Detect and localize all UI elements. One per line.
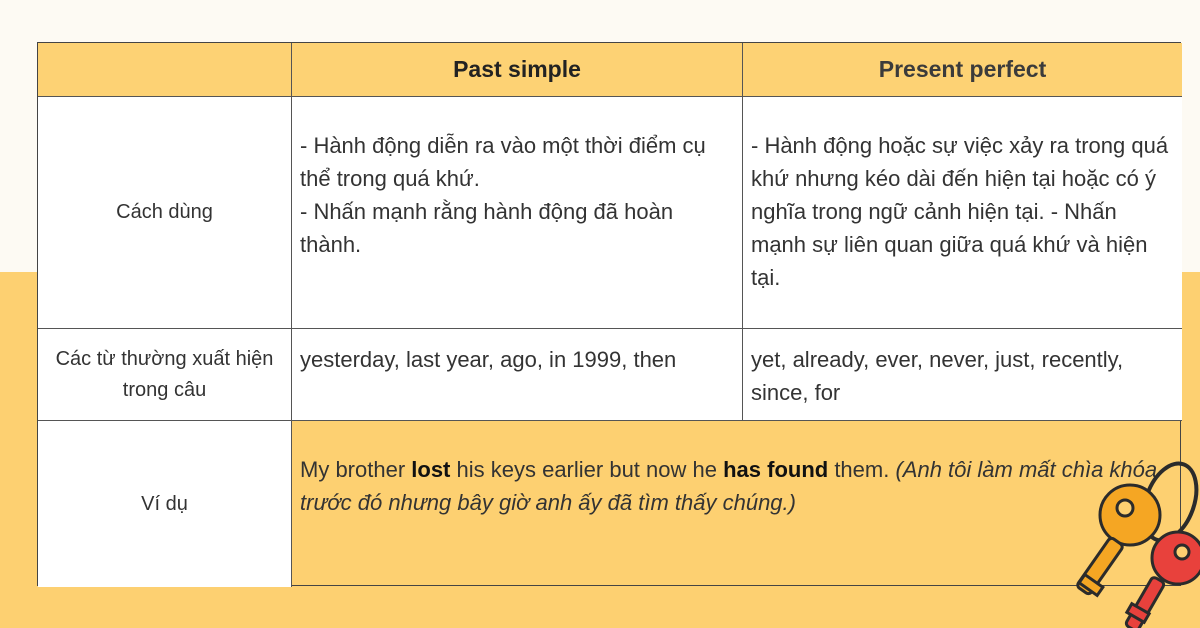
example-bold-lost: lost [411, 457, 451, 482]
usage-present-perfect: - Hành động hoặc sự việc xảy ra trong quá khứ nhưng kéo dài đến hiện tại hoặc có ý nghĩa trong ngữ cảnh hiện tại. - Nhấn mạnh sự liên quan giữa quá khứ và hiện tại. [743, 97, 1182, 329]
header-corner [38, 43, 292, 97]
header-present-perfect: Present perfect [743, 43, 1182, 97]
comparison-table [37, 42, 1181, 586]
keys-icon [1070, 440, 1200, 628]
usage-past-simple [292, 97, 743, 329]
row-label-signal-words: Các từ thường xuất hiện trong câu [38, 329, 292, 421]
example-part-1: My brother [300, 457, 412, 482]
example-part-2: his keys earlier but now he [450, 457, 724, 482]
example-translation: (Anh tôi làm mất chìa khóa trước đó nhưng bây giờ anh ấy đã tìm thấy chúng.) [300, 457, 1158, 515]
row-label-example: Ví dụ [38, 421, 292, 587]
usage-past-simple-line-2: - Nhấn mạnh rằng hành động đã hoàn thành. [300, 199, 674, 257]
example-sentence [292, 421, 1182, 587]
usage-past-simple-line-1: - Hành động diễn ra vào một thời điểm cụ thể trong quá khứ. [300, 133, 706, 191]
row-label-usage: Cách dùng [38, 97, 292, 329]
example-part-3: them. [828, 457, 896, 482]
signal-words-past-simple: yesterday, last year, ago, in 1999, then [292, 329, 743, 421]
example-bold-has-found: has found [723, 457, 829, 482]
signal-words-present-perfect: yet, already, ever, never, just, recently, since, for [743, 329, 1182, 421]
header-past-simple: Past simple [292, 43, 743, 97]
